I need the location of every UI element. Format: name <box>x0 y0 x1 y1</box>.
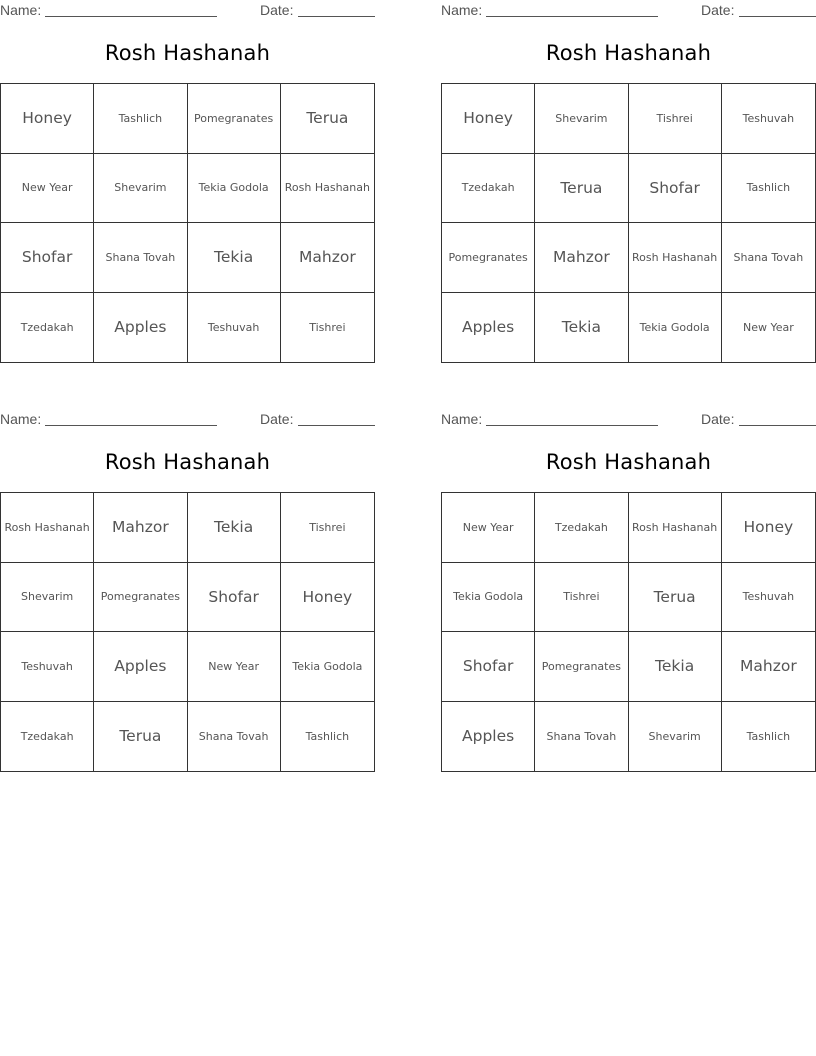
bingo-cell: Shana Tovah <box>535 702 628 772</box>
bingo-cell: Honey <box>1 84 94 154</box>
bingo-cell: Apples <box>94 632 187 702</box>
bingo-cell: Tekia Godola <box>442 563 535 633</box>
bingo-cell: Shevarim <box>1 563 94 633</box>
date-label: Date: <box>701 2 735 18</box>
bingo-cell: Tzedakah <box>1 702 94 772</box>
name-label: Name: <box>0 411 42 427</box>
bingo-cell: Pomegranates <box>188 84 281 154</box>
bingo-cell: Honey <box>281 563 374 633</box>
name-date-row <box>441 409 816 431</box>
bingo-card <box>441 0 816 337</box>
bingo-card <box>0 0 375 337</box>
name-blank-line <box>486 425 658 426</box>
bingo-cell: Tekia Godola <box>281 632 374 702</box>
bingo-cell: Mahzor <box>94 493 187 563</box>
date-blank-line <box>739 425 816 426</box>
bingo-cell: Tashlich <box>305 729 350 743</box>
bingo-cell: Rosh Hashanah <box>629 493 722 563</box>
bingo-cell: Tzedakah <box>442 154 535 224</box>
bingo-cell: Tekia Godola <box>188 154 281 224</box>
card-title: Rosh Hashanah <box>104 450 271 474</box>
bingo-cell: Apples <box>442 293 535 363</box>
bingo-cell: Rosh Hashanah <box>281 154 374 224</box>
bingo-cell: Tzedakah <box>535 493 628 563</box>
bingo-cell: Shana Tovah <box>722 223 815 293</box>
bingo-cell: Teshuvah <box>722 563 815 633</box>
bingo-cell: Mahzor <box>535 223 628 293</box>
bingo-cell: New Year <box>188 632 281 702</box>
bingo-card <box>441 409 816 746</box>
bingo-cell: Tishrei <box>535 563 628 633</box>
bingo-grid <box>0 492 375 772</box>
bingo-cell: Shana Tovah <box>188 702 281 772</box>
bingo-cell: Terua <box>94 702 187 772</box>
bingo-cell: Rosh Hashanah <box>1 493 94 563</box>
bingo-grid <box>0 83 375 363</box>
bingo-cell: Terua <box>629 563 722 633</box>
name-label: Name: <box>441 411 483 427</box>
name-date-row <box>441 0 816 22</box>
bingo-cell: Apples <box>442 702 535 772</box>
bingo-cell: Rosh Hashanah <box>629 223 722 293</box>
bingo-card <box>0 409 375 746</box>
bingo-cell: Tekia <box>629 632 722 702</box>
bingo-cell: Shofar <box>188 563 281 633</box>
bingo-cell: Terua <box>535 154 628 224</box>
bingo-cell: Shevarim <box>629 702 722 772</box>
date-blank-line <box>298 16 375 17</box>
date-blank-line <box>739 16 816 17</box>
bingo-cell: Mahzor <box>281 223 374 293</box>
card-title: Rosh Hashanah <box>104 41 271 65</box>
bingo-cell: Teshuvah <box>188 293 281 363</box>
bingo-cell: Tashlich <box>722 154 815 224</box>
bingo-cell: Mahzor <box>722 632 815 702</box>
bingo-cell: Teshuvah <box>1 632 94 702</box>
date-label: Date: <box>260 2 294 18</box>
bingo-cell: Tekia <box>188 223 281 293</box>
bingo-cell: Honey <box>722 493 815 563</box>
name-date-row <box>0 0 375 22</box>
bingo-cell: Tashlich <box>746 729 791 743</box>
name-blank-line <box>45 16 217 17</box>
bingo-cell: Tashlich <box>94 84 187 154</box>
name-blank-line <box>486 16 658 17</box>
name-label: Name: <box>441 2 483 18</box>
bingo-cell: Shana Tovah <box>94 223 187 293</box>
name-blank-line <box>45 425 217 426</box>
bingo-cell: Tekia <box>188 493 281 563</box>
bingo-cell: Pomegranates <box>442 223 535 293</box>
bingo-cell: Tishrei <box>309 320 346 334</box>
bingo-grid <box>441 492 816 772</box>
card-title: Rosh Hashanah <box>545 41 712 65</box>
bingo-cell: Honey <box>442 84 535 154</box>
bingo-cell: Tzedakah <box>1 293 94 363</box>
bingo-cell: New Year <box>742 320 794 334</box>
card-title: Rosh Hashanah <box>545 450 712 474</box>
bingo-cell: Shevarim <box>535 84 628 154</box>
name-label: Name: <box>0 2 42 18</box>
bingo-cell: Shevarim <box>94 154 187 224</box>
bingo-cell: Tishrei <box>281 493 374 563</box>
bingo-cell: Tekia <box>535 293 628 363</box>
date-label: Date: <box>701 411 735 427</box>
bingo-cell: Tekia Godola <box>629 293 722 363</box>
bingo-cell: New Year <box>1 154 94 224</box>
bingo-grid <box>441 83 816 363</box>
bingo-cell: Pomegranates <box>535 632 628 702</box>
bingo-cell: Teshuvah <box>722 84 815 154</box>
bingo-cell: Pomegranates <box>94 563 187 633</box>
bingo-cell: New Year <box>442 493 535 563</box>
bingo-cell: Terua <box>281 84 374 154</box>
bingo-cell: Shofar <box>442 632 535 702</box>
date-blank-line <box>298 425 375 426</box>
bingo-cell: Apples <box>94 293 187 363</box>
name-date-row <box>0 409 375 431</box>
bingo-cell: Shofar <box>629 154 722 224</box>
bingo-cell: Tishrei <box>629 84 722 154</box>
date-label: Date: <box>260 411 294 427</box>
bingo-cell: Shofar <box>1 223 94 293</box>
